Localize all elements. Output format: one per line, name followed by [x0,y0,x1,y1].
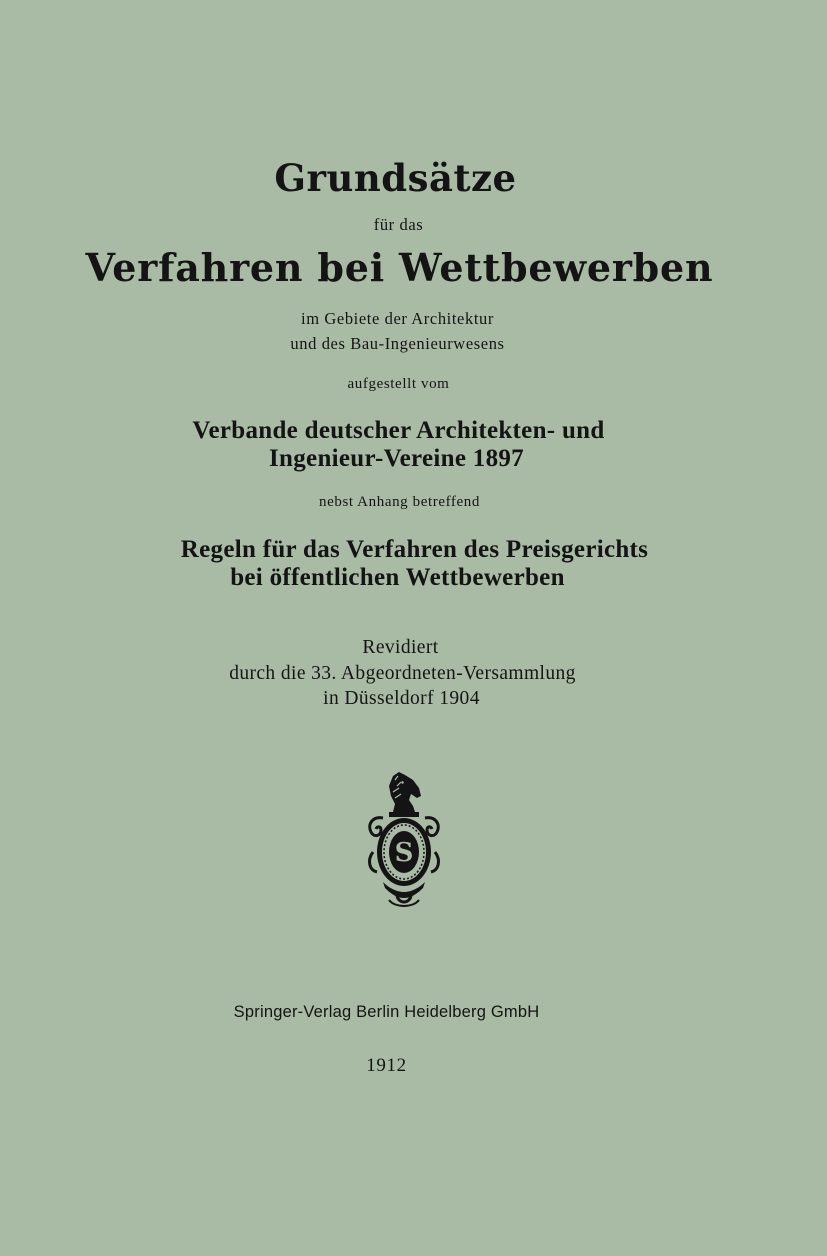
publication-year: 1912 [366,1055,407,1076]
verband-line-1: Verbande deutscher Architekten- und [192,417,605,444]
springer-knight-emblem-icon [365,772,443,910]
regeln-line-2: bei öffentlichen Wettbewerben [230,564,565,591]
aufgestellt-text: aufgestellt vom [347,376,450,392]
connector-fuer-das: für das [373,215,424,234]
svg-text:S: S [394,838,414,868]
verband-line-2: Ingenieur-Vereine 1897 [269,445,524,472]
publisher-name: Springer-Verlag Berlin Heidelberg GmbH [233,1003,540,1021]
revision-line-3: in Düsseldorf 1904 [323,688,480,709]
book-subtitle: Verfahren bei Wettbewerben [85,245,714,290]
revision-line-1: Revidiert [362,637,439,658]
regeln-line-1: Regeln für das Verfahren des Preisgerichts [180,536,649,563]
book-title: Grundsätze [274,156,517,200]
scope-line-2: und des Bau-Ingenieurwesens [290,334,505,353]
scope-line-1: im Gebiete der Architektur [301,309,494,328]
nebst-text: nebst Anhang betreffend [319,494,480,510]
revision-line-2: durch die 33. Abgeordneten-Versammlung [229,663,576,684]
